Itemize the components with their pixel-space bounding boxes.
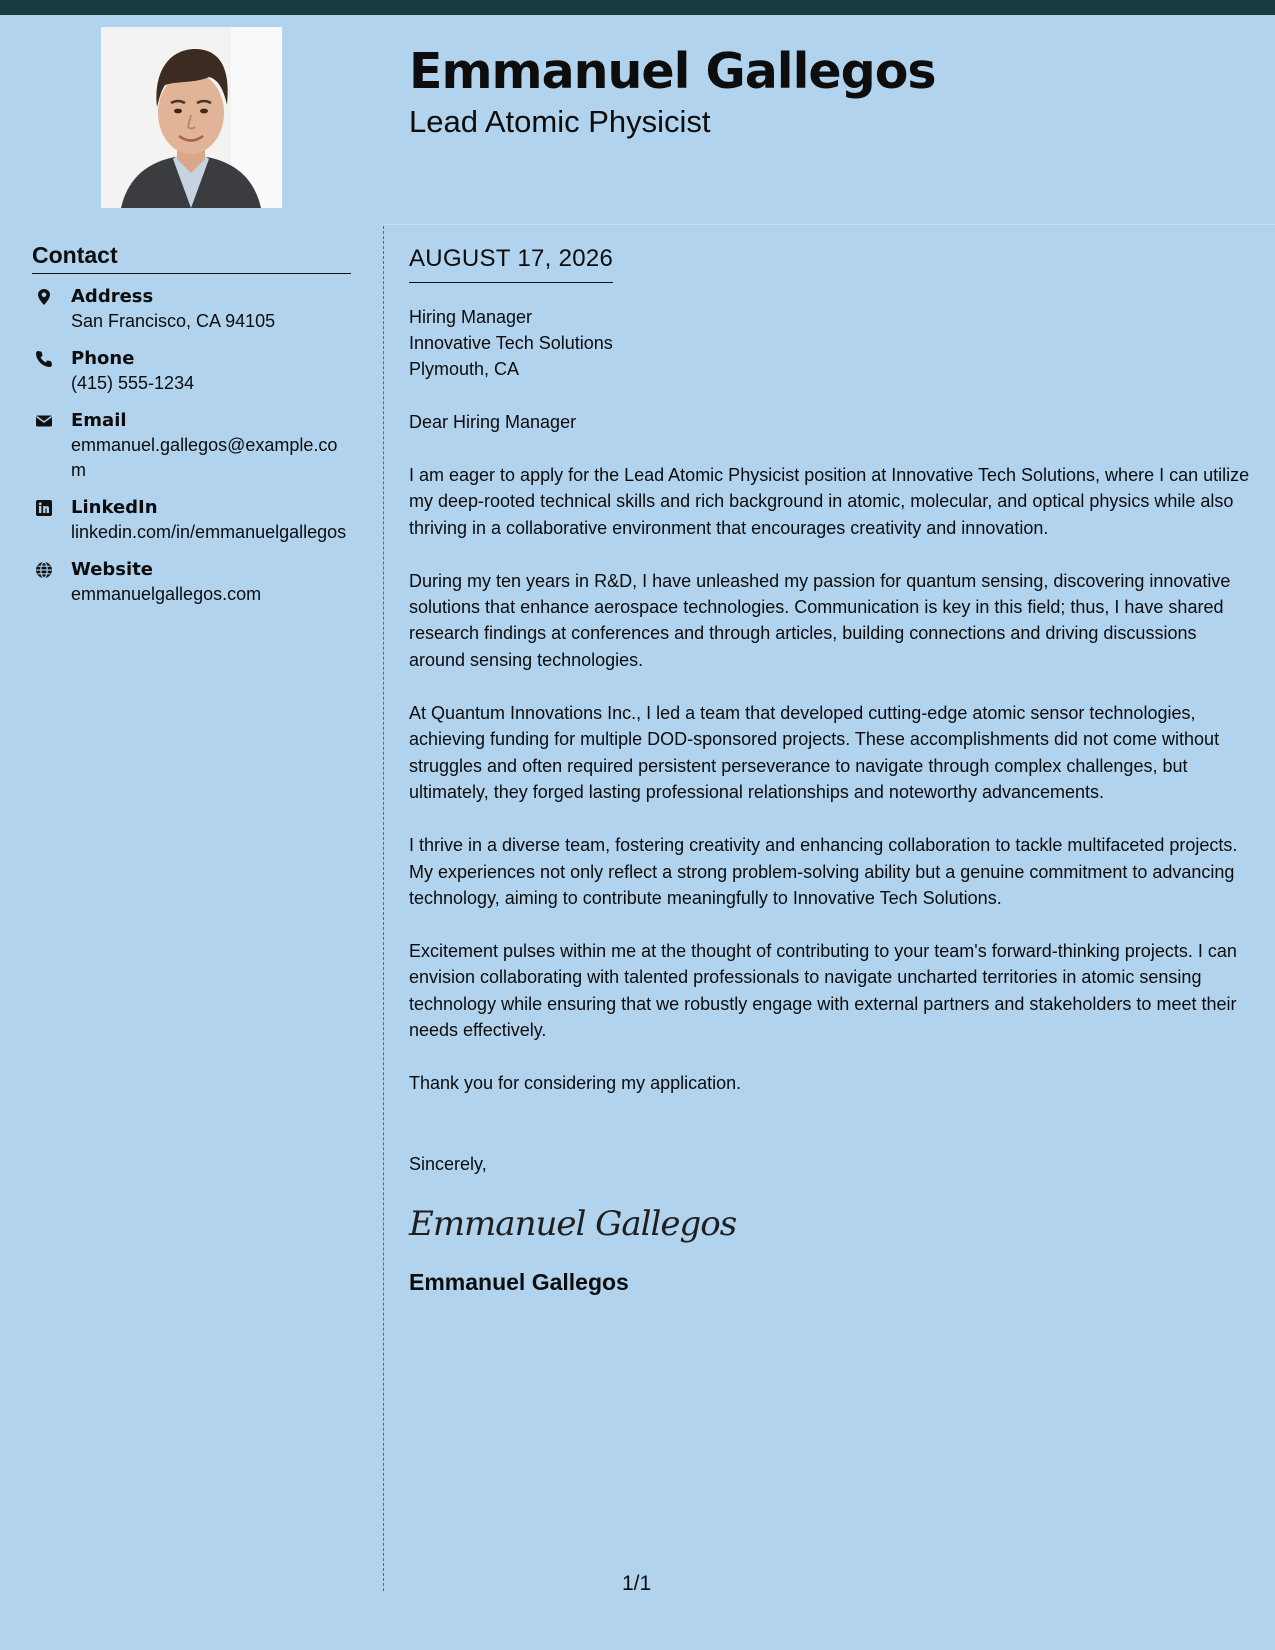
- contact-item-website: [32, 558, 352, 607]
- page-number: 1/1: [622, 1572, 652, 1595]
- closing: Sincerely,: [409, 1153, 487, 1174]
- contact-item-linkedin: [32, 496, 352, 545]
- contact-item-phone: [32, 347, 352, 396]
- globe-icon: [35, 561, 53, 579]
- location-pin-icon: [35, 288, 53, 306]
- linkedin-icon: [35, 499, 53, 517]
- contact-label: LinkedIn: [71, 497, 158, 518]
- profile-photo: [101, 27, 282, 208]
- contact-label: Address: [71, 286, 154, 307]
- letter-date: AUGUST 17, 2026: [409, 242, 613, 283]
- recipient-company: Innovative Tech Solutions: [409, 333, 613, 353]
- contact-item-email: [32, 409, 352, 483]
- phone-icon: [35, 350, 53, 368]
- paragraph: I thrive in a diverse team, fostering creativity and enhancing collaboration to tackle multifaceted projects. My experiences not only reflect a strong problem-solving ability but a genuine commitment to advancing technology, aiming to contribute meaningfully to Innovative Tech Solutions.: [409, 835, 1238, 908]
- contact-label: Email: [71, 410, 127, 431]
- handwritten-signature: Emmanuel Gallegos: [409, 1203, 737, 1244]
- contact-heading: Contact: [32, 239, 351, 274]
- website-value[interactable]: emmanuelgallegos.com: [71, 584, 262, 604]
- email-value[interactable]: emmanuel.gallegos@example.com: [71, 435, 338, 480]
- paragraph: During my ten years in R&D, I have unleashed my passion for quantum sensing, discovering innovative solutions that enhance aerospace technologies. Communication is key in this field; thus, I have shared research findings at conferences and through articles, building connections and driving discussions around sensing technologies.: [409, 570, 1231, 670]
- address-value: San Francisco, CA 94105: [71, 311, 276, 331]
- recipient-location: Plymouth, CA: [409, 359, 520, 379]
- contact-label: Phone: [71, 348, 135, 369]
- greeting: Dear Hiring Manager: [409, 412, 577, 432]
- contact-list: [32, 285, 352, 620]
- paragraph: Thank you for considering my application.: [409, 1073, 742, 1094]
- paragraph: I am eager to apply for the Lead Atomic Physicist position at Innovative Tech Solutions, where I can utilize my deep-rooted technical skills and rich background in atomic, molecular, and optical physics while also thriving in a collaborative environment that encourages creativity and innovation.: [409, 465, 1250, 538]
- letter-body: [409, 242, 1251, 1297]
- paragraph: At Quantum Innovations Inc., I led a team that developed cutting-edge atomic sensor technologies, achieving funding for multiple DOD-sponsored projects. These accomplishments did not come without struggles and often required persistent perseverance to navigate through complex challenges, but ultimately, they forged lasting professional relationships and noteworthy advancements.: [409, 703, 1220, 802]
- candidate-name: Emmanuel Gallegos: [409, 43, 936, 100]
- job-title: Lead Atomic Physicist: [409, 104, 711, 139]
- column-divider: [383, 226, 384, 1591]
- paragraph: Excitement pulses within me at the thought of contributing to your team's forward-thinking projects. I can envision collaborating with talented professionals to navigate uncharted territories in atomic sensing technology while ensuring that we robustly engage with external partners and stakeholders to meet their needs effectively.: [409, 941, 1237, 1041]
- phone-value: (415) 555-1234: [71, 373, 195, 393]
- contact-label: Website: [71, 559, 154, 580]
- signer-name: Emmanuel Gallegos: [409, 1268, 629, 1295]
- top-accent-bar: [0, 0, 1275, 15]
- recipient-name: Hiring Manager: [409, 307, 533, 327]
- recipient-block: [409, 304, 1251, 382]
- contact-item-address: [32, 285, 352, 334]
- header-divider: [384, 224, 1275, 225]
- envelope-icon: [35, 412, 53, 430]
- linkedin-value[interactable]: linkedin.com/in/emmanuelgallegos: [71, 522, 347, 542]
